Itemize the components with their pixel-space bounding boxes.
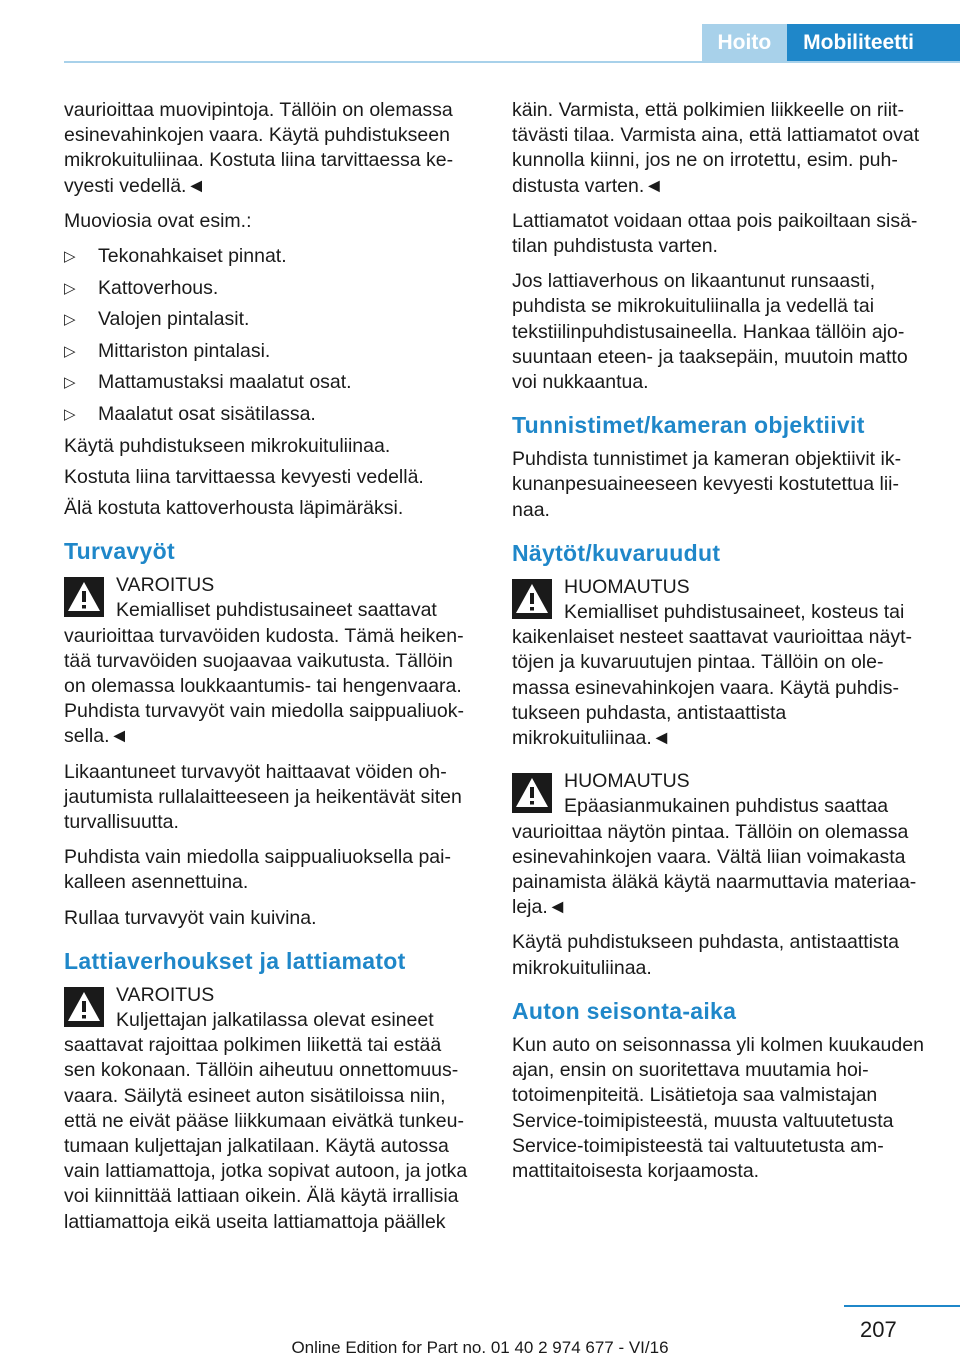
seatbelt-paragraph-2: Puhdista vain miedolla saippualiuoksella paikalleen asennettuina. (64, 846, 451, 894)
list-item: ▷ Maalatut osat sisätilassa. (64, 402, 476, 427)
heading-seisonta-aika: Auton seisonta-aika (512, 997, 737, 1024)
floor-paragraph-1: Lattiamatot voidaan ottaa pois paikoiltaan sisätilan puhdistusta varten. (512, 209, 918, 258)
seatbelt-paragraph-1: Likaantuneet turvavyöt haittaavat vöiden ohjautumista rullalaitteeseen ja heikentävät siten turvallisuutta. (64, 760, 462, 834)
triangle-bullet-icon: ▷ (64, 374, 76, 392)
floor-warning (64, 983, 476, 1235)
footer-rule (844, 1305, 960, 1307)
notice-title: HUOMAUTUS (564, 770, 690, 793)
triangle-bullet-icon: ▷ (64, 279, 76, 297)
triangle-bullet-icon: ▷ (64, 342, 76, 360)
display-notice-1 (512, 575, 924, 751)
floor-paragraph-2: Jos lattiaverhous on likaantunut runsaasti, puhdista se mikrokuituliinalla ja vedellä tai tekstiilinpuhdistusaineella. Hankaa tällöin ajosuuntaan eteen- ja taaksepäin, muutoin matto voi nukkaantua. (512, 270, 908, 394)
warning-triangle-icon (512, 579, 552, 619)
right-column (512, 98, 924, 1194)
warning-triangle-icon (512, 773, 552, 813)
tab-hoito[interactable]: Hoito (702, 24, 788, 62)
notice-text: Kemialliset puhdistusaineet, kosteus tai kaikenlaiset nesteet saattavat vaurioittaa näyttöjen ja kuvaruutujen pintaa. Tällöin on olemassa esinevahinkojen vaara. Käytä puhdistukseen puhdasta, antistaattista mikrokuituliinaa.◄ (512, 601, 912, 750)
tab-mobiliteetti[interactable]: Mobiliteetti (787, 24, 960, 62)
left-column (64, 98, 476, 1245)
warning-title: VAROITUS (116, 983, 215, 1006)
intro-paragraph: vaurioittaa muovipintoja. Tällöin on olemassa esinevahinkojen vaara. Käytä puhdistukseen mikrokuituliinaa. Kostuta liina tarvittaessa kevyesti vedellä.◄ (64, 99, 454, 197)
heading-tunnistimet: Tunnistimet/kameran objektiivit (512, 412, 865, 439)
notice-title: HUOMAUTUS (564, 575, 690, 598)
footer-edition: Online Edition for Part no. 01 40 2 974 677 - VI/16 (291, 1338, 669, 1357)
warning-triangle-icon (64, 987, 104, 1027)
triangle-bullet-icon: ▷ (64, 311, 76, 329)
after-list-1: Käytä puhdistukseen mikrokuituliinaa. (64, 434, 391, 457)
heading-turvavyot: Turvavyöt (64, 538, 175, 565)
header-tabs (702, 24, 960, 62)
warning-text: Kuljettajan jalkatilassa olevat esineet saattavat rajoittaa polkimen liikettä tai estää sen kokonaan. Tällöin aiheutuu onnettomuusvaara. Säilytä esineet auton sisätiloissa niin, että ne eivät pääse liikkumaan eivätkä tunkeutumaan kuljettajan jalkatilaan. Käytä autossa vain lattiamattoja, jotka sopivat autoon, ja jotka voi kiinnittää lattiaan oikein. Älä käytä irrallisia lattiamattoja eikä useita lattiamattoja päällek (64, 1009, 468, 1233)
plastics-intro: Muoviosia ovat esim.: (64, 209, 252, 232)
triangle-bullet-icon: ▷ (64, 405, 76, 423)
after-list-3: Älä kostuta kattoverhousta läpimäräksi. (64, 496, 404, 519)
list-item: ▷ Mittariston pintalasi. (64, 339, 476, 364)
storage-text: Kun auto on seisonnassa yli kolmen kuukauden ajan, ensin on suoritettava muutamia hoitotoimenpiteitä. Lisätietoja saa valmistajan Service-toimipisteestä, muusta valtuutetusta Service-toimipisteestä tai valtuutetusta ammattitaitoisesta korjaamosta. (512, 1033, 924, 1182)
warning-title: VAROITUS (116, 574, 215, 597)
page-number: 207 (860, 1317, 897, 1342)
header-rule (64, 61, 960, 63)
floor-continued: käin. Varmista, että polkimien liikkeelle on riittävästi tilaa. Varmista aina, että lattiamatot ovat kunnolla kiinni, jos ne on irrotettu, esim. puhdistusta varten.◄ (512, 99, 920, 197)
after-list-2: Kostuta liina tarvittaessa kevyesti vedellä. (64, 465, 424, 488)
displays-after: Käytä puhdistukseen puhdasta, antistaattista mikrokuituliinaa. (512, 931, 900, 979)
list-item: ▷ Tekonahkaiset pinnat. (64, 244, 476, 269)
heading-naytot: Näytöt/kuvaruudut (512, 539, 721, 566)
list-item: ▷ Mattamustaksi maalatut osat. (64, 370, 476, 395)
list-item: ▷ Valojen pintalasit. (64, 307, 476, 332)
seatbelt-paragraph-3: Rullaa turvavyöt vain kuivina. (64, 906, 317, 929)
warning-text: Kemialliset puhdistusaineet saattavat vaurioittaa turvavöiden kudosta. Tämä heikentää turvavöiden suojaavaa vaikutusta. Tällöin on olemassa loukkaantumis- tai hengenvaara. Puhdista turvavyöt vain miedolla saippualiuoksella.◄ (64, 599, 464, 748)
triangle-bullet-icon: ▷ (64, 248, 76, 266)
plastics-list (64, 244, 476, 427)
warning-triangle-icon (64, 577, 104, 617)
heading-lattiaverhoukset: Lattiaverhoukset ja lattiamatot (64, 947, 406, 974)
list-item: ▷ Kattoverhous. (64, 276, 476, 301)
notice-text: Epäasianmukainen puhdistus saattaa vaurioittaa näytön pintaa. Tällöin on olemassa esinevahinkojen vaara. Vältä liian voimakasta painamista äläkä käytä naarmuttavia materiaaleja.◄ (512, 795, 917, 919)
seatbelt-warning (64, 573, 476, 749)
display-notice-2 (512, 769, 924, 920)
sensors-text: Puhdista tunnistimet ja kameran objektiivit ikkunanpesuaineeseen kevyesti kostutettua liinaa. (512, 448, 902, 521)
